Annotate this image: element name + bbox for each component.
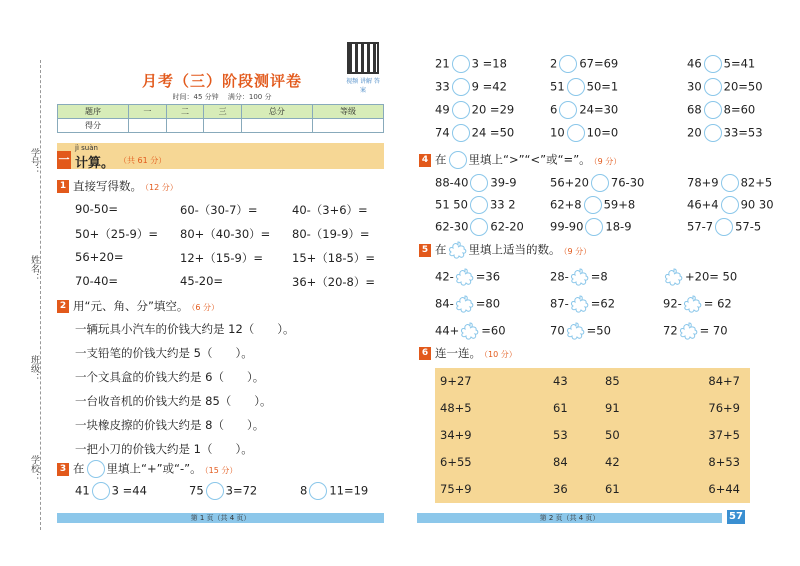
compare-item bbox=[550, 174, 644, 192]
question-1 bbox=[57, 178, 178, 194]
operand: =80 bbox=[475, 296, 501, 311]
compare-item bbox=[687, 218, 761, 236]
flower-answer-box[interactable] bbox=[664, 268, 684, 286]
sign-item bbox=[687, 124, 763, 142]
operand: 3=72 bbox=[225, 483, 258, 498]
operand: 51 bbox=[550, 79, 565, 94]
calc-item: 36+（20-8）= bbox=[292, 275, 376, 289]
calc-item: 80-（19-9）= bbox=[292, 227, 370, 241]
match-item[interactable]: 91 bbox=[605, 401, 620, 415]
operand: 24 =50 bbox=[471, 125, 515, 140]
operand: = 62 bbox=[703, 296, 732, 311]
operand: 2 bbox=[550, 56, 558, 71]
flower-answer-box[interactable] bbox=[570, 268, 590, 286]
answer-circle[interactable] bbox=[452, 55, 470, 73]
question-text-b: 里填上“>”“<”或“=”。 bbox=[468, 152, 591, 167]
match-item[interactable]: 6+55 bbox=[440, 455, 472, 469]
operand: 3 =44 bbox=[111, 483, 147, 498]
operand: 57-7 bbox=[687, 219, 714, 234]
footer-right: 第 2 页（共 4 页） bbox=[417, 513, 722, 523]
sign-item bbox=[550, 124, 618, 142]
operand: 51 50 bbox=[435, 197, 468, 212]
answer-circle[interactable] bbox=[704, 101, 722, 119]
flower-answer-box[interactable] bbox=[460, 322, 480, 340]
operand: =36 bbox=[475, 269, 501, 284]
operand: 50=1 bbox=[586, 79, 619, 94]
operand: 33=53 bbox=[723, 125, 763, 140]
match-item[interactable]: 6+44 bbox=[708, 482, 740, 496]
answer-circle[interactable] bbox=[470, 196, 488, 214]
sign-item bbox=[75, 482, 147, 500]
score-header: 等级 bbox=[312, 105, 383, 119]
operand: 30 bbox=[687, 79, 702, 94]
answer-circle[interactable] bbox=[704, 78, 722, 96]
operand: 28- bbox=[550, 269, 569, 284]
operand: 33 bbox=[435, 79, 450, 94]
operand: 6 bbox=[550, 102, 558, 117]
compare-item bbox=[435, 196, 516, 214]
match-item[interactable]: 8+53 bbox=[708, 455, 740, 469]
question-text-b: 里填上适当的数。 bbox=[468, 242, 561, 257]
operand: 99-90 bbox=[550, 219, 584, 234]
operand: 90 30 bbox=[740, 197, 774, 212]
compare-item bbox=[550, 218, 632, 236]
operand: 21 bbox=[435, 56, 450, 71]
answer-circle[interactable] bbox=[585, 218, 603, 236]
answer-circle[interactable] bbox=[470, 218, 488, 236]
operand: 8 bbox=[300, 483, 308, 498]
question-number: 1 bbox=[57, 180, 69, 193]
operand: 18-9 bbox=[605, 219, 632, 234]
operand: 39-9 bbox=[490, 175, 517, 190]
calc-item: 90-50= bbox=[75, 202, 119, 216]
compare-item bbox=[550, 196, 635, 214]
fill-number-item bbox=[663, 295, 732, 313]
answer-circle[interactable] bbox=[452, 124, 470, 142]
operand: 20 =29 bbox=[471, 102, 515, 117]
score-table bbox=[57, 104, 384, 133]
operand: 59+8 bbox=[603, 197, 636, 212]
question-text-b: 里填上“+”或“-”。 bbox=[106, 461, 202, 476]
match-item[interactable]: 34+9 bbox=[440, 428, 472, 442]
part-one-header bbox=[57, 143, 384, 169]
calc-item: 56+20= bbox=[75, 250, 124, 264]
score-header: 二 bbox=[166, 105, 204, 119]
operand: = 70 bbox=[699, 323, 728, 338]
answer-circle[interactable] bbox=[567, 78, 585, 96]
operand: 84- bbox=[435, 296, 454, 311]
operand: 11=19 bbox=[329, 483, 369, 498]
answer-circle[interactable] bbox=[92, 482, 110, 500]
match-item[interactable]: 61 bbox=[553, 401, 568, 415]
calc-item: 50+（25-9）= bbox=[75, 227, 159, 241]
operand: 10 bbox=[550, 125, 565, 140]
fill-blank-line: 一支铅笔的价钱大约是 5（ ）。 bbox=[75, 346, 253, 360]
operand: 20 bbox=[687, 125, 702, 140]
operand: 49 bbox=[435, 102, 450, 117]
score-cell[interactable] bbox=[312, 119, 383, 133]
fill-number-item bbox=[550, 268, 608, 286]
operand: 78+9 bbox=[687, 175, 719, 190]
question-points: （12 分） bbox=[145, 183, 178, 192]
operand: 92- bbox=[663, 296, 682, 311]
match-item[interactable]: 42 bbox=[605, 455, 620, 469]
binding-strip bbox=[0, 0, 50, 566]
match-item[interactable]: 75+9 bbox=[440, 482, 472, 496]
operand: 67=69 bbox=[579, 56, 619, 71]
match-item[interactable]: 84+7 bbox=[708, 374, 740, 388]
question-text-a: 在 bbox=[435, 242, 447, 257]
match-item[interactable]: 43 bbox=[553, 374, 568, 388]
answer-circle[interactable] bbox=[721, 196, 739, 214]
match-item[interactable]: 9+27 bbox=[440, 374, 472, 388]
class-label: 班级： bbox=[29, 355, 39, 382]
question-text: 用“元、角、分”填空。 bbox=[73, 299, 189, 313]
flower-answer-box[interactable] bbox=[566, 322, 586, 340]
part-points: （共 61 分） bbox=[119, 156, 167, 165]
question-2 bbox=[57, 298, 219, 314]
operand: 74 bbox=[435, 125, 450, 140]
fill-number-item bbox=[435, 295, 500, 313]
calc-item: 45-20= bbox=[180, 274, 224, 288]
student-id-label: 学号： bbox=[29, 148, 39, 175]
compare-item bbox=[687, 196, 774, 214]
answer-circle[interactable] bbox=[715, 218, 733, 236]
score-header: 总分 bbox=[241, 105, 312, 119]
operand: 20=50 bbox=[723, 79, 763, 94]
operand: 10=0 bbox=[586, 125, 619, 140]
name-label: 姓名： bbox=[29, 255, 39, 282]
calc-item: 70-40= bbox=[75, 274, 119, 288]
cut-line bbox=[40, 60, 41, 530]
sign-item bbox=[300, 482, 368, 500]
answer-circle[interactable] bbox=[704, 55, 722, 73]
footer-left: 第 1 页（共 4 页） bbox=[57, 513, 384, 523]
operand: =8 bbox=[590, 269, 608, 284]
question-points: （9 分） bbox=[593, 156, 622, 166]
score-cell[interactable] bbox=[204, 119, 242, 133]
fill-blank-line: 一个文具盒的价钱大约是 6（ ）。 bbox=[75, 370, 265, 384]
operand: =60 bbox=[481, 323, 506, 338]
operand: 24=30 bbox=[579, 102, 619, 117]
fill-number-item bbox=[550, 322, 611, 340]
page-number: 57 bbox=[727, 510, 745, 524]
operand: 57-5 bbox=[735, 219, 762, 234]
answer-circle[interactable] bbox=[559, 55, 577, 73]
answer-circle[interactable] bbox=[704, 124, 722, 142]
answer-circle-icon bbox=[87, 460, 105, 478]
question-3 bbox=[57, 460, 237, 478]
fill-blank-line: 一块橡皮擦的价钱大约是 8（ ）。 bbox=[75, 418, 265, 432]
compare-item bbox=[687, 174, 772, 192]
sign-item bbox=[687, 55, 755, 73]
score-header: 题序 bbox=[58, 105, 129, 119]
fill-blank-line: 一辆玩具小汽车的价钱大约是 12（ ）。 bbox=[75, 322, 295, 336]
sign-item bbox=[435, 78, 507, 96]
operand: 88-40 bbox=[435, 175, 469, 190]
operand: 5=41 bbox=[723, 56, 756, 71]
operand: =50 bbox=[586, 323, 611, 338]
operand: 44+ bbox=[435, 323, 460, 338]
answer-circle[interactable] bbox=[567, 124, 585, 142]
match-item[interactable]: 50 bbox=[605, 428, 620, 442]
part-pinyin: jì suàn bbox=[75, 144, 98, 152]
question-number: 4 bbox=[419, 154, 431, 167]
score-cell[interactable] bbox=[241, 119, 312, 133]
question-text-a: 在 bbox=[73, 461, 85, 476]
compare-item bbox=[435, 174, 517, 192]
operand: 62+8 bbox=[550, 197, 582, 212]
answer-circle[interactable] bbox=[721, 174, 739, 192]
flower-icon bbox=[448, 241, 468, 259]
question-points: （15 分） bbox=[204, 465, 238, 475]
part-number: 一 bbox=[57, 151, 71, 169]
fill-number-item bbox=[663, 268, 737, 286]
score-cell[interactable] bbox=[129, 119, 167, 133]
question-5 bbox=[419, 241, 591, 259]
question-number: 2 bbox=[57, 300, 69, 313]
exam-meta: 时间：45 分钟 满分：100 分 bbox=[172, 93, 272, 101]
match-item[interactable]: 84 bbox=[553, 455, 568, 469]
calc-item: 40-（3+6）= bbox=[292, 203, 368, 217]
answer-circle[interactable] bbox=[452, 78, 470, 96]
fill-blank-line: 一台收音机的价钱大约是 85（ ）。 bbox=[75, 394, 272, 408]
question-number: 6 bbox=[419, 347, 431, 360]
match-item[interactable]: 85 bbox=[605, 374, 620, 388]
fill-number-item bbox=[435, 322, 506, 340]
answer-circle[interactable] bbox=[206, 482, 224, 500]
question-points: （10 分） bbox=[484, 350, 517, 359]
calc-item: 15+（18-5）= bbox=[292, 251, 376, 265]
match-item[interactable]: 48+5 bbox=[440, 401, 472, 415]
operand: 46 bbox=[687, 56, 702, 71]
answer-circle[interactable] bbox=[559, 101, 577, 119]
operand: 76-30 bbox=[610, 175, 645, 190]
sign-item bbox=[550, 55, 618, 73]
sign-item bbox=[550, 101, 618, 119]
answer-circle[interactable] bbox=[584, 196, 602, 214]
answer-circle[interactable] bbox=[591, 174, 609, 192]
question-text: 直接写得数。 bbox=[73, 179, 142, 193]
flower-answer-box[interactable] bbox=[679, 322, 699, 340]
operand: 9 =42 bbox=[471, 79, 507, 94]
operand: 33 2 bbox=[489, 197, 516, 212]
question-text-a: 在 bbox=[435, 152, 447, 167]
sign-item bbox=[435, 55, 507, 73]
answer-circle-icon bbox=[449, 151, 467, 169]
matching-table bbox=[435, 368, 750, 503]
match-item[interactable]: 37+5 bbox=[708, 428, 740, 442]
fill-number-item bbox=[435, 268, 500, 286]
sign-item bbox=[550, 78, 618, 96]
calc-item: 60-（30-7）= bbox=[180, 203, 258, 217]
right-page bbox=[421, 55, 774, 530]
school-label: 学校： bbox=[29, 455, 39, 482]
match-item[interactable]: 36 bbox=[553, 482, 568, 496]
sign-item bbox=[189, 482, 257, 500]
question-4 bbox=[419, 151, 621, 169]
question-points: （9 分） bbox=[563, 246, 592, 256]
flower-answer-box[interactable] bbox=[455, 295, 475, 313]
flower-answer-box[interactable] bbox=[455, 268, 475, 286]
match-item[interactable]: 61 bbox=[605, 482, 620, 496]
answer-circle[interactable] bbox=[452, 101, 470, 119]
answer-circle[interactable] bbox=[470, 174, 488, 192]
question-text: 连一连。 bbox=[435, 346, 481, 360]
sign-item bbox=[687, 78, 763, 96]
operand: 46+4 bbox=[687, 197, 719, 212]
flower-answer-box[interactable] bbox=[570, 295, 590, 313]
operand: +20= 50 bbox=[685, 269, 738, 284]
score-header: 三 bbox=[204, 105, 242, 119]
answer-circle[interactable] bbox=[309, 482, 327, 500]
operand: 72 bbox=[663, 323, 678, 338]
operand: 62-30 bbox=[435, 219, 469, 234]
match-item[interactable]: 76+9 bbox=[708, 401, 740, 415]
operand: 8=60 bbox=[723, 102, 756, 117]
question-number: 5 bbox=[419, 244, 431, 257]
operand: =62 bbox=[590, 296, 616, 311]
qr-caption: 视频 讲解 答案 bbox=[346, 78, 380, 94]
operand: 62-20 bbox=[490, 219, 524, 234]
question-6 bbox=[419, 345, 517, 361]
score-cell[interactable] bbox=[166, 119, 204, 133]
operand: 70 bbox=[550, 323, 565, 338]
score-header: 一 bbox=[129, 105, 167, 119]
page-title: 月考（三）阶段测评卷 bbox=[141, 72, 302, 90]
flower-answer-box[interactable] bbox=[683, 295, 703, 313]
operand: 56+20 bbox=[550, 175, 589, 190]
operand: 75 bbox=[189, 483, 204, 498]
part-title: 计算。 bbox=[75, 156, 115, 171]
score-row-label: 得分 bbox=[58, 119, 129, 133]
compare-item bbox=[435, 218, 524, 236]
fill-number-item bbox=[550, 295, 615, 313]
sign-item bbox=[435, 124, 514, 142]
operand: 3 =18 bbox=[471, 56, 507, 71]
left-page bbox=[57, 42, 387, 532]
sign-item bbox=[687, 101, 755, 119]
operand: 87- bbox=[550, 296, 569, 311]
operand: 41 bbox=[75, 483, 90, 498]
fill-blank-line: 一把小刀的价钱大约是 1（ ）。 bbox=[75, 442, 253, 456]
question-number: 3 bbox=[57, 463, 69, 476]
operand: 68 bbox=[687, 102, 702, 117]
operand: 82+5 bbox=[740, 175, 773, 190]
question-points: （6 分） bbox=[191, 303, 220, 312]
sign-item bbox=[435, 101, 514, 119]
match-item[interactable]: 53 bbox=[553, 428, 568, 442]
fill-number-item bbox=[663, 322, 728, 340]
calc-item: 12+（15-9）= bbox=[180, 251, 264, 265]
operand: 42- bbox=[435, 269, 454, 284]
calc-item: 80+（40-30）= bbox=[180, 227, 271, 241]
